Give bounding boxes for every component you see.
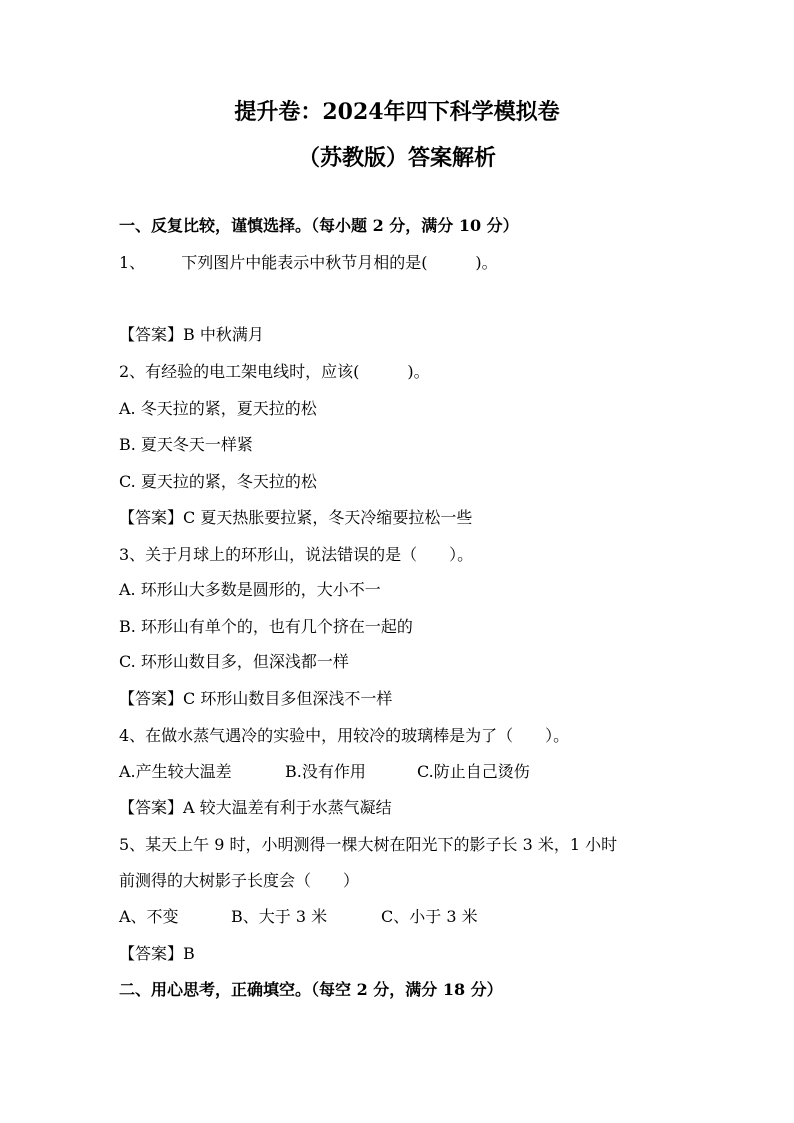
page-title: 提升卷：2024年四下科学模拟卷 [234, 99, 560, 125]
answer-3: 【答案】C 环形山数目多但深浅不一样 [119, 689, 393, 708]
page-subtitle: （苏教版）答案解析 [297, 145, 496, 171]
question-5-option-b: B、大于 3 米 [231, 907, 328, 926]
answer-5: 【答案】B [119, 944, 195, 963]
question-2: 2、有经验的电工架电线时，应该( )。 [119, 362, 430, 381]
question-4: 4、在做水蒸气遇冷的实验中，用较冷的玻璃棒是为了（ ）。 [119, 726, 570, 745]
question-5-option-c: C、小于 3 米 [381, 907, 478, 926]
question-3-option-c: C. 环形山数目多，但深浅都一样 [119, 652, 349, 671]
question-2-option-c: C. 夏天拉的紧，冬天拉的松 [119, 472, 317, 491]
question-3-option-a: A. 环形山大多数是圆形的，大小不一 [119, 580, 381, 599]
question-4-option-a: A.产生较大温差 [119, 762, 232, 781]
question-5-options [119, 907, 478, 927]
question-2-option-b: B. 夏天冬天一样紧 [119, 435, 253, 454]
question-5-line-1: 5、某天上午 9 时，小明测得一棵大树在阳光下的影子长 3 米，1 小时 [119, 835, 618, 854]
question-2-option-a: A. 冬天拉的紧，夏天拉的松 [119, 399, 317, 418]
question-4-options [119, 762, 530, 782]
question-5-line-2: 前测得的大树影子长度会（ ） [119, 871, 360, 890]
answer-4: 【答案】A 较大温差有利于水蒸气凝结 [119, 798, 392, 817]
question-3: 3、关于月球上的环形山，说法错误的是（ ）。 [119, 545, 474, 564]
answer-2: 【答案】C 夏天热胀要拉紧，冬天冷缩要拉松一些 [119, 508, 473, 527]
section1-heading: 一、反复比较，谨慎选择。（每小题 2 分，满分 10 分） [119, 216, 519, 235]
question-3-option-b: B. 环形山有单个的，也有几个挤在一起的 [119, 617, 413, 636]
section2-heading: 二、用心思考，正确填空。（每空 2 分，满分 18 分） [119, 980, 503, 999]
question-1 [119, 253, 498, 273]
question-1-text: 下列图片中能表示中秋节月相的是( )。 [181, 253, 498, 272]
question-5-option-a: A、不变 [119, 907, 179, 926]
answer-1: 【答案】B 中秋满月 [119, 325, 264, 344]
question-4-option-c: C.防止自己烫伤 [417, 762, 530, 781]
question-1-number: 1、 [119, 253, 146, 272]
question-4-option-b: B.没有作用 [285, 762, 366, 781]
